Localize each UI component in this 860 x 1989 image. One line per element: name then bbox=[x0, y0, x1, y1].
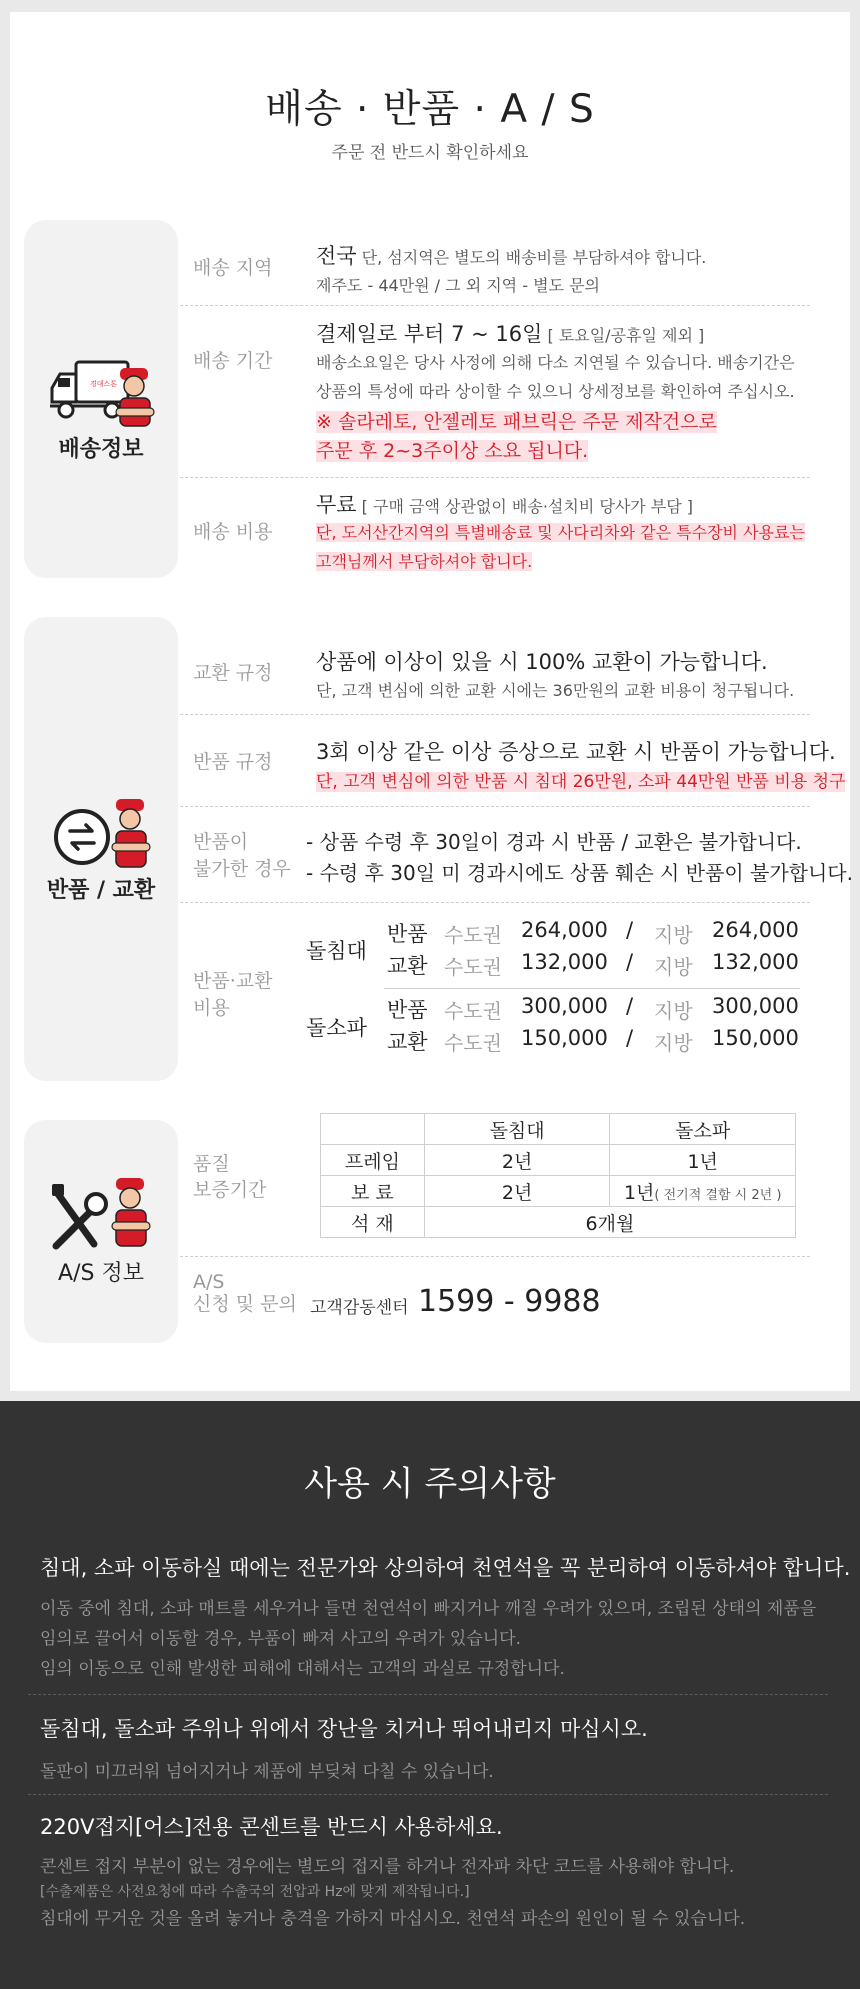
warranty-sofa: 1년 bbox=[623, 1181, 655, 1204]
divider bbox=[180, 806, 810, 807]
warranty-sofa: 1년 bbox=[610, 1145, 796, 1176]
delivery-section-label: 배송정보 bbox=[58, 437, 144, 462]
apply-label-1: A/S bbox=[193, 1271, 225, 1293]
cost-type: 교환 bbox=[387, 1030, 428, 1054]
phone-number: 1599 - 9988 bbox=[418, 1284, 601, 1319]
warranty-part: 프레임 bbox=[321, 1145, 425, 1176]
cost-price-metro: 264,000 bbox=[521, 918, 608, 942]
cost-price-local: 300,000 bbox=[712, 994, 799, 1018]
return-main: 3회 이상 같은 이상 증상으로 교환 시 반품이 가능합니다. bbox=[316, 740, 836, 764]
cost-label: 배송 비용 bbox=[193, 521, 273, 543]
cost-warning-2: 고객님께서 부담하셔야 합니다. bbox=[316, 552, 533, 571]
caution-heading-1: 침대, 소파 이동하실 때에는 전문가와 상의하여 천연석을 꼭 분리하여 이동하셔야 합니다. bbox=[40, 1556, 851, 1580]
return-label: 반품 규정 bbox=[193, 751, 273, 773]
cost-main-note: [ 구매 금액 상관없이 배송·설치비 당사가 부담 ] bbox=[361, 497, 694, 516]
area-main-row bbox=[316, 240, 706, 270]
cost-type: 교환 bbox=[387, 954, 428, 978]
cost-main-row bbox=[316, 489, 693, 519]
period-warning-2: 주문 후 2~3주이상 소요 됩니다. bbox=[316, 440, 589, 462]
period-main: 결제일로 부터 7 ~ 16일 bbox=[316, 322, 543, 346]
cost-table-divider bbox=[384, 988, 800, 989]
cost-region-metro: 수도권 bbox=[444, 999, 502, 1023]
as-section-label: A/S 정보 bbox=[58, 1261, 144, 1286]
cost-product-bed: 돌침대 bbox=[306, 939, 367, 963]
area-label: 배송 지역 bbox=[193, 257, 273, 279]
caution-title: 사용 시 주의사항 bbox=[304, 1464, 556, 1504]
divider bbox=[180, 902, 810, 903]
caution-line: 임의로 끌어서 이동할 경우, 부품이 빠져 사고의 우려가 있습니다. bbox=[40, 1629, 522, 1649]
cost-region-local: 지방 bbox=[654, 955, 693, 979]
cost-region-metro: 수도권 bbox=[444, 923, 502, 947]
exchange-label: 교환 규정 bbox=[193, 662, 273, 684]
returns-side-panel bbox=[24, 617, 178, 1081]
warranty-label-2: 보증기간 bbox=[193, 1179, 267, 1201]
cost-separator: / bbox=[626, 918, 634, 942]
period-label: 배송 기간 bbox=[193, 350, 273, 372]
as-side-panel bbox=[24, 1120, 178, 1343]
exchange-main: 상품에 이상이 있을 시 100% 교환이 가능합니다. bbox=[316, 650, 768, 674]
delivery-side-panel bbox=[24, 220, 178, 578]
delivery-truck-icon bbox=[46, 352, 156, 432]
cost-type: 반품 bbox=[387, 922, 428, 946]
cost-product-sofa: 돌소파 bbox=[306, 1016, 367, 1040]
warranty-label-1: 품질 bbox=[193, 1153, 230, 1175]
caution-heading-3: 220V접지[어스]전용 콘센트를 반드시 사용하세요. bbox=[40, 1815, 503, 1839]
cost-price-metro: 132,000 bbox=[521, 950, 608, 974]
warranty-stone: 6개월 bbox=[424, 1207, 795, 1238]
period-main-row bbox=[316, 318, 704, 348]
return-cost-label-2: 비용 bbox=[193, 997, 230, 1019]
cost-type: 반품 bbox=[387, 998, 428, 1022]
impossible-line-1: - 상품 수령 후 30일이 경과 시 반품 / 교환은 불가합니다. bbox=[306, 830, 802, 854]
truck-logo-text: 경대스톤 bbox=[90, 380, 118, 388]
warranty-header-cell bbox=[321, 1114, 425, 1145]
apply-label-2: 신청 및 문의 bbox=[193, 1293, 297, 1315]
warranty-row bbox=[321, 1176, 796, 1207]
cost-price-local: 132,000 bbox=[712, 950, 799, 974]
divider bbox=[180, 714, 810, 715]
returns-section-label: 반품 / 교환 bbox=[46, 878, 156, 903]
period-main-note: [ 토요일/공휴일 제외 ] bbox=[547, 326, 705, 345]
area-main: 전국 bbox=[316, 244, 357, 268]
caution-divider bbox=[28, 1794, 828, 1795]
cost-region-local: 지방 bbox=[654, 923, 693, 947]
exchange-icon bbox=[46, 797, 156, 877]
impossible-label-2: 불가한 경우 bbox=[193, 858, 291, 880]
area-main-note: 단, 섬지역은 별도의 배송비를 부담하셔야 합니다. bbox=[361, 248, 707, 267]
cost-separator: / bbox=[626, 994, 634, 1018]
cost-price-metro: 300,000 bbox=[521, 994, 608, 1018]
caution-line: 돌판이 미끄러워 넘어지거나 제품에 부딪쳐 다칠 수 있습니다. bbox=[40, 1762, 494, 1782]
warranty-bed: 2년 bbox=[424, 1145, 610, 1176]
cost-price-local: 264,000 bbox=[712, 918, 799, 942]
period-desc-2: 상품의 특성에 따라 상이할 수 있으니 상세정보를 확인하여 주십시오. bbox=[316, 382, 795, 401]
page-subtitle: 주문 전 반드시 확인하세요 bbox=[331, 143, 529, 163]
cost-separator: / bbox=[626, 950, 634, 974]
caution-line: 이동 중에 침대, 소파 매트를 세우거나 들면 천연석이 빠지거나 깨질 우려가 있으며, 조립된 상태의 제품을 bbox=[40, 1599, 817, 1619]
warranty-part: 석 재 bbox=[321, 1207, 425, 1238]
warranty-row bbox=[321, 1207, 796, 1238]
return-cost-label-1: 반품·교환 bbox=[193, 970, 273, 992]
impossible-line-2: - 수령 후 30일 미 경과시에도 상품 훼손 시 반품이 불가합니다. bbox=[306, 861, 853, 885]
cost-price-local: 150,000 bbox=[712, 1026, 799, 1050]
divider bbox=[180, 477, 810, 478]
caution-line: [수출제품은 사전요청에 따라 수출국의 전압과 Hz에 맞게 제작됩니다.] bbox=[40, 1884, 470, 1900]
center-label: 고객감동센터 bbox=[310, 1298, 409, 1318]
cost-price-metro: 150,000 bbox=[521, 1026, 608, 1050]
warranty-sofa-note: ( 전기적 결함 시 2년 ) bbox=[654, 1187, 782, 1203]
cost-main: 무료 bbox=[316, 493, 357, 517]
cost-region-local: 지방 bbox=[654, 1031, 693, 1055]
impossible-label-1: 반품이 bbox=[193, 831, 249, 853]
cost-region-metro: 수도권 bbox=[444, 1031, 502, 1055]
cost-region-local: 지방 bbox=[654, 999, 693, 1023]
caution-line: 임의 이동으로 인해 발생한 피해에 대해서는 고객의 과실로 규정합니다. bbox=[40, 1659, 565, 1679]
caution-heading-2: 돌침대, 돌소파 주위나 위에서 장난을 치거나 뛰어내리지 마십시오. bbox=[40, 1717, 648, 1741]
caution-line: 콘센트 접지 부분이 없는 경우에는 별도의 접지를 하거나 전자파 차단 코드를 사용해야 합니다. bbox=[40, 1857, 735, 1877]
period-desc-1: 배송소요일은 당사 사정에 의해 다소 지연될 수 있습니다. 배송기간은 bbox=[316, 353, 795, 372]
warranty-table bbox=[320, 1113, 796, 1238]
page-title: 배송 · 반품 · A / S bbox=[265, 87, 595, 132]
cost-warning-1: 단, 도서산간지역의 특별배송료 및 사다리차와 같은 특수장비 사용료는 bbox=[316, 523, 805, 542]
tools-icon bbox=[46, 1176, 156, 1256]
warranty-header-cell: 돌침대 bbox=[424, 1114, 610, 1145]
cost-region-metro: 수도권 bbox=[444, 955, 502, 979]
divider bbox=[180, 305, 810, 306]
warranty-row bbox=[321, 1145, 796, 1176]
warranty-header-cell: 돌소파 bbox=[610, 1114, 796, 1145]
exchange-sub: 단, 고객 변심에 의한 교환 시에는 36만원의 교환 비용이 청구됩니다. bbox=[316, 681, 795, 700]
warranty-part: 보 료 bbox=[321, 1176, 425, 1207]
return-warning: 단, 고객 변심에 의한 반품 시 침대 26만원, 소파 44만원 반품 비용 청구 bbox=[316, 772, 846, 792]
warranty-header-row bbox=[321, 1114, 796, 1145]
warranty-sofa-cell bbox=[610, 1176, 796, 1207]
cost-separator: / bbox=[626, 1026, 634, 1050]
area-sub: 제주도 - 44만원 / 그 외 지역 - 별도 문의 bbox=[316, 276, 600, 295]
divider bbox=[180, 1256, 810, 1257]
caution-divider bbox=[28, 1694, 828, 1695]
warranty-bed: 2년 bbox=[424, 1176, 610, 1207]
caution-line: 침대에 무거운 것을 올려 놓거나 충격을 가하지 마십시오. 천연석 파손의 원인이 될 수 있습니다. bbox=[40, 1909, 746, 1929]
period-warning-1: ※ 솔라레토, 안젤레토 패브릭은 주문 제작건으로 bbox=[316, 411, 717, 433]
